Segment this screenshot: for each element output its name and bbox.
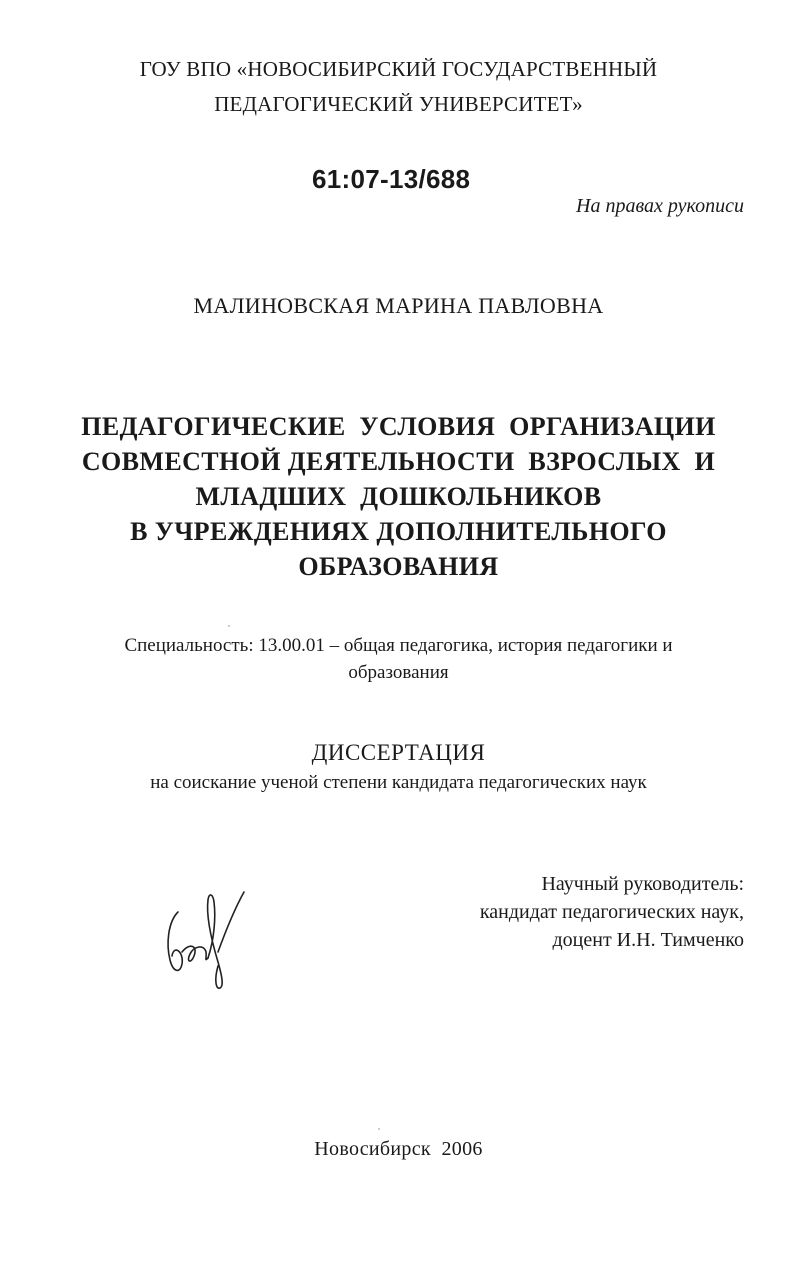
institution-line-1: ГОУ ВПО «НОВОСИБИРСКИЙ ГОСУДАРСТВЕННЫЙ: [139, 57, 658, 81]
institution-line-2: ПЕДАГОГИЧЕСКИЙ УНИВЕРСИТЕТ»: [214, 92, 583, 116]
manuscript-rights: На правах рукописи: [576, 195, 744, 217]
dissertation-title: [0, 409, 797, 584]
place-year-text: Новосибирск 2006: [314, 1138, 483, 1160]
specialty-line-1: Специальность: 13.00.01 – общая педагогика, история педагогики и: [124, 635, 673, 656]
author-name: МАЛИНОВСКАЯ МАРИНА ПАВЛОВНА: [193, 293, 604, 318]
scan-speck: [228, 625, 230, 627]
title-line-1: ПЕДАГОГИЧЕСКИЕ УСЛОВИЯ ОРГАНИЗАЦИИ: [81, 412, 716, 441]
title-line-2: СОВМЕСТНОЙ ДЕЯТЕЛЬНОСТИ ВЗРОСЛЫХ И: [81, 447, 716, 476]
supervisor-line-2: кандидат педагогических наук,: [479, 901, 744, 923]
degree-line: на соискание ученой степени кандидата педагогических наук: [150, 772, 647, 793]
scan-speck: [378, 1128, 380, 1130]
catalog-number: 61:07-13/688: [312, 164, 471, 194]
supervisor-line-1: Научный руководитель:: [541, 873, 744, 895]
title-line-3: МЛАДШИХ ДОШКОЛЬНИКОВ: [195, 482, 602, 511]
supervisor-line-3: доцент И.Н. Тимченко: [552, 929, 744, 951]
specialty: [0, 632, 797, 686]
specialty-line-2: образования: [348, 662, 449, 683]
title-line-5: ОБРАЗОВАНИЯ: [298, 552, 499, 581]
dissertation-type: ДИССЕРТАЦИЯ: [311, 740, 486, 765]
title-line-4: В УЧРЕЖДЕНИЯХ ДОПОЛНИТЕЛЬНОГО: [130, 517, 667, 546]
place-year: [0, 1138, 797, 1161]
signature-image: [160, 882, 255, 992]
institution-name: [0, 52, 797, 122]
supervisor-block: [480, 870, 744, 954]
